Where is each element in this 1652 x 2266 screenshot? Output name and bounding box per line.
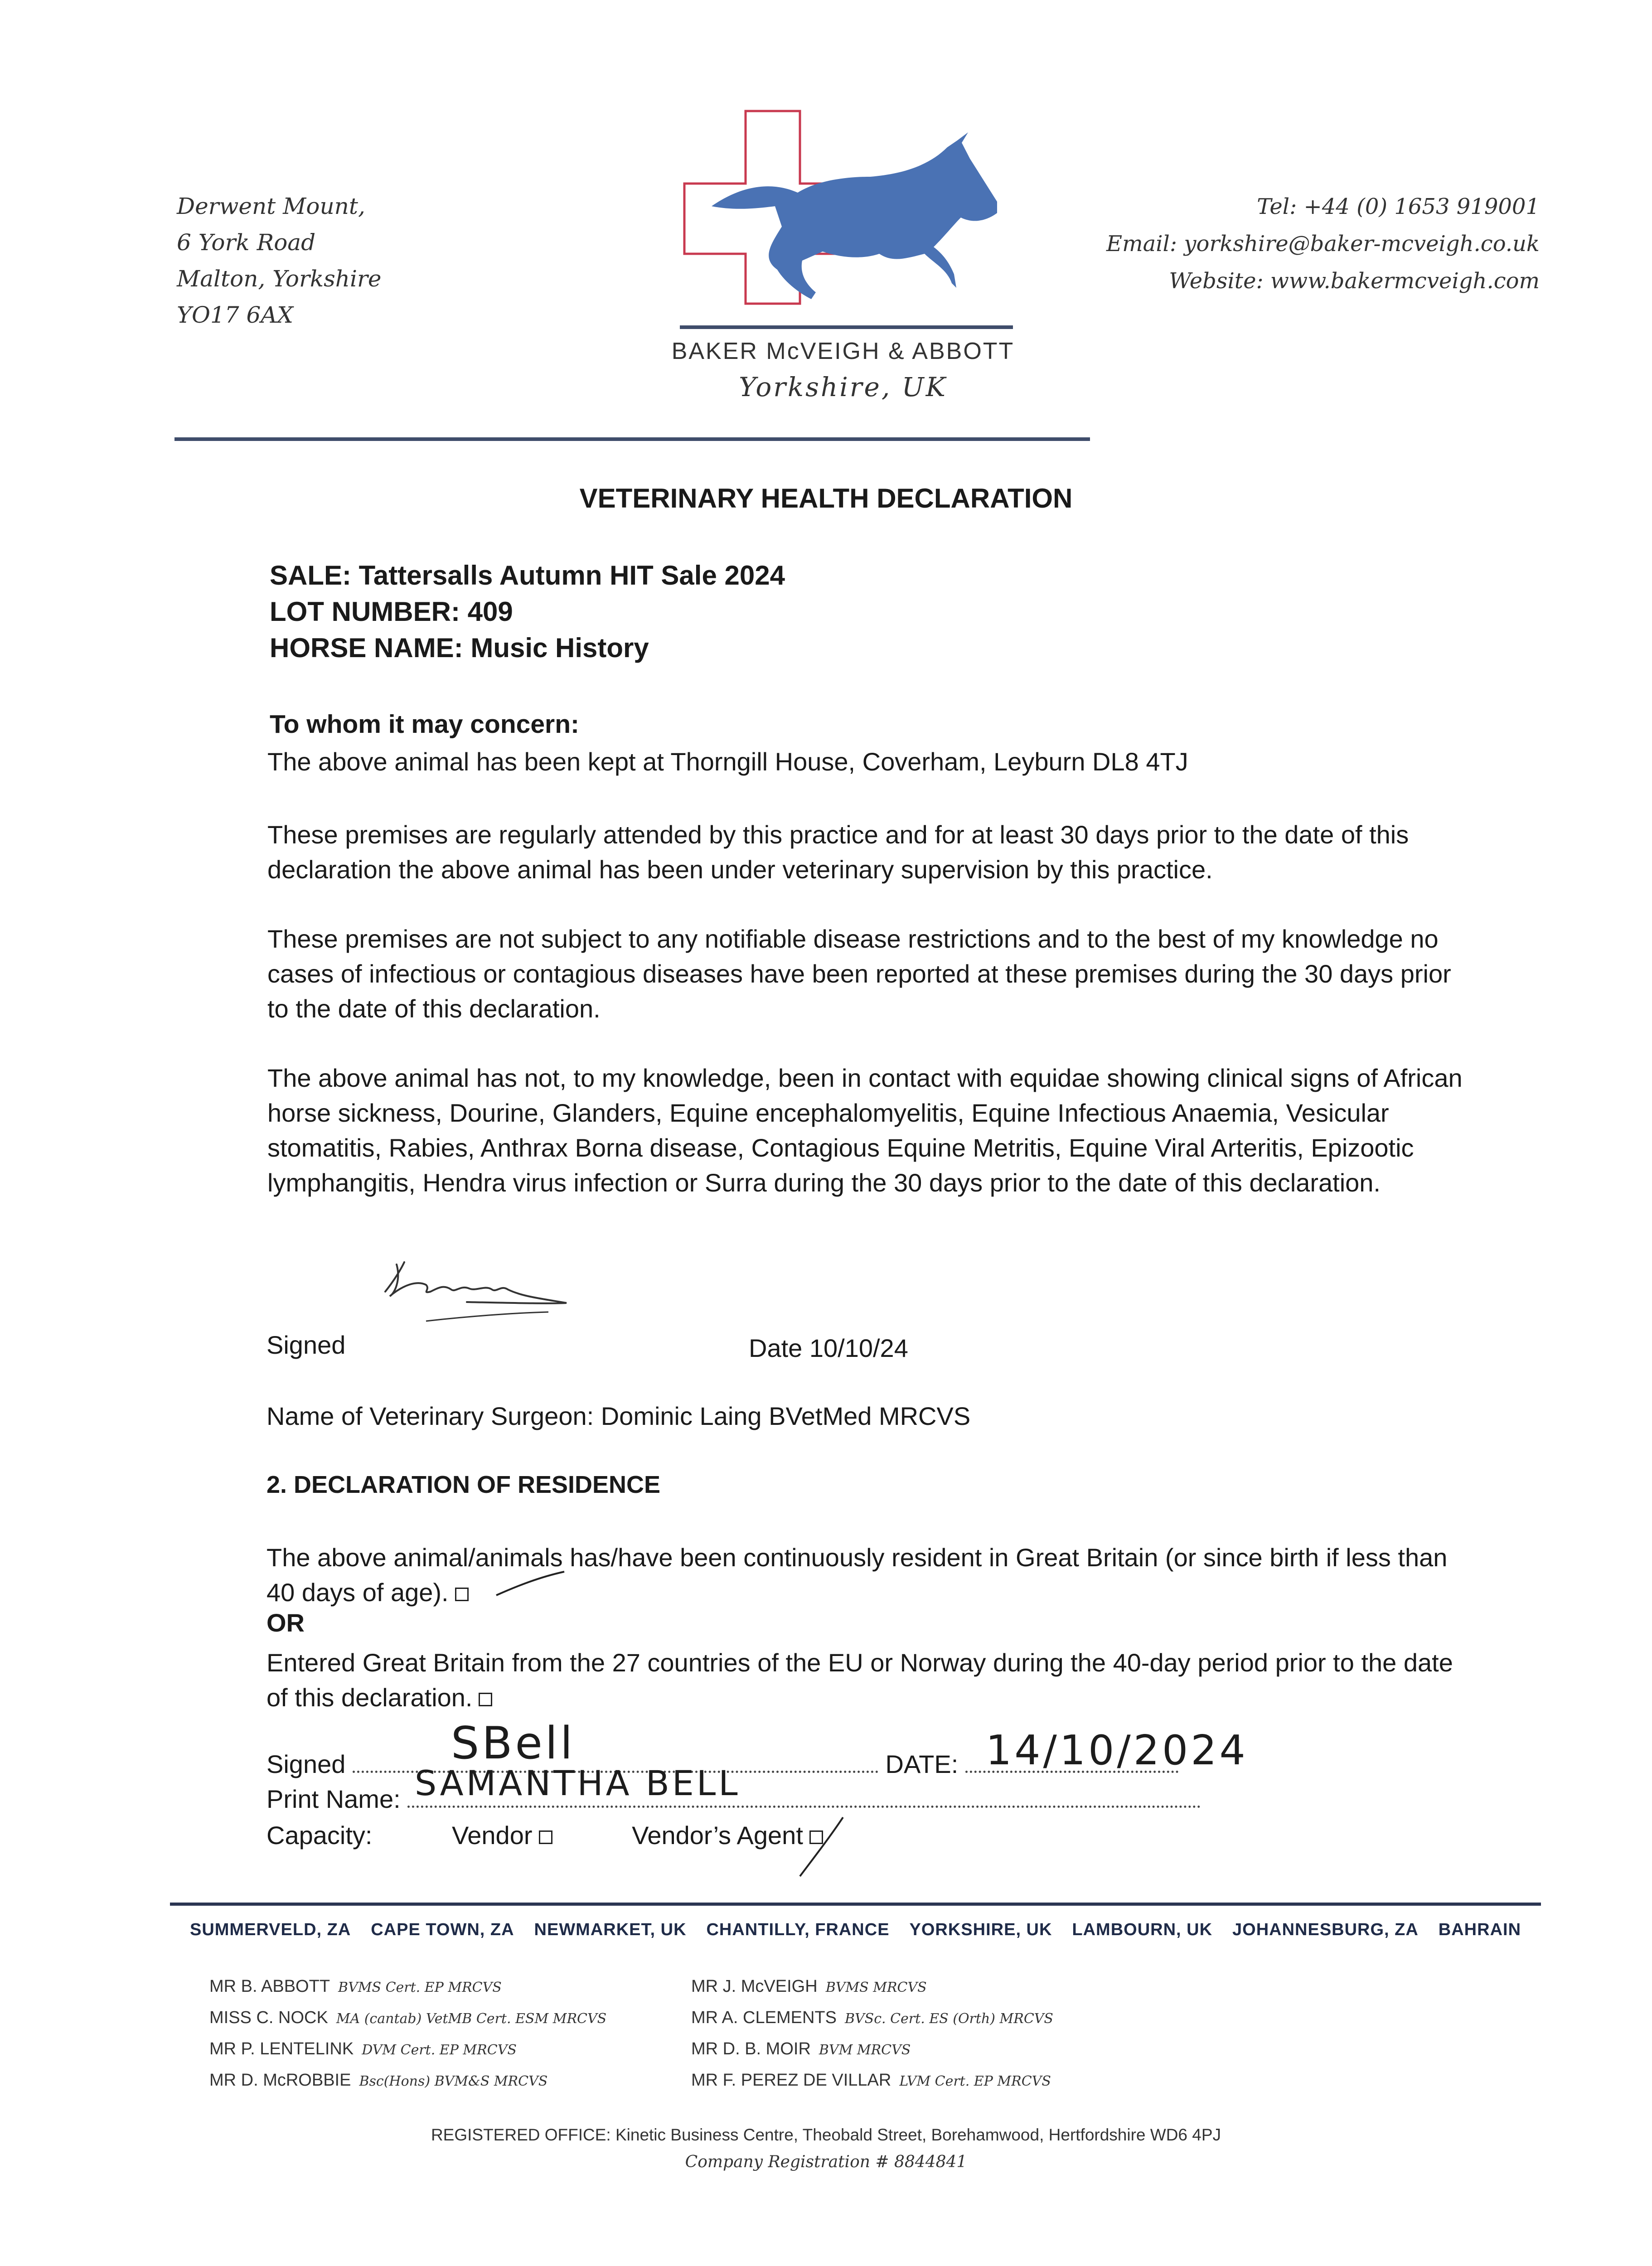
- footer-divider: [170, 1903, 1541, 1906]
- practice-logo: [680, 109, 1015, 340]
- staff-member: MR J. McVEIGH BVMS MRCVS: [691, 1977, 927, 1996]
- vendor-handwritten-date: 14/10/2024: [986, 1727, 1248, 1774]
- vet-signature: [376, 1253, 594, 1330]
- vendor-checkbox[interactable]: [539, 1830, 552, 1844]
- location-item: YORKSHIRE, UK: [909, 1920, 1052, 1939]
- logo-underline: [680, 325, 1013, 329]
- residence-option-2: [266, 1645, 1481, 1715]
- staff-member: MISS C. NOCK MA (cantab) VetMB Cert. ESM MRCVS: [209, 2008, 607, 2027]
- location-item: LAMBOURN, UK: [1072, 1920, 1213, 1939]
- location-item: SUMMERVELD, ZA: [189, 1920, 351, 1939]
- or-separator: OR: [266, 1608, 305, 1637]
- supervision-paragraph: These premises are regularly attended by this practice and for at least 30 days prior to the date of this declaration the above animal has been under veterinary supervision by this practice.: [267, 820, 1409, 884]
- horse-icon: [712, 132, 997, 299]
- capacity-row: [266, 1821, 823, 1850]
- address-line: YO17 6AX: [177, 302, 294, 328]
- kept-at-statement: The above animal has been kept at Thorngill House, Coverham, Leyburn DL8 4TJ: [267, 747, 1188, 776]
- office-locations: [170, 1920, 1541, 1940]
- sale-name: SALE: Tattersalls Autumn HIT Sale 2024: [270, 560, 785, 591]
- page-title: VETERINARY HEALTH DECLARATION: [579, 483, 1073, 513]
- address-line: 6 York Road: [177, 229, 316, 256]
- vendor-option-label: Vendor: [452, 1821, 533, 1850]
- staff-member: MR D. B. MOIR BVM MRCVS: [691, 2039, 911, 2058]
- option-1-checkbox[interactable]: [455, 1588, 469, 1601]
- capacity-label: Capacity:: [266, 1821, 373, 1850]
- vet-name: Name of Veterinary Surgeon: Dominic Laing BVetMed MRCVS: [266, 1402, 971, 1430]
- header-divider: [174, 437, 1090, 441]
- residence-heading: 2. DECLARATION OF RESIDENCE: [266, 1471, 661, 1498]
- staff-member: MR F. PEREZ DE VILLAR LVM Cert. EP MRCVS: [691, 2071, 1051, 2090]
- location-item: NEWMARKET, UK: [534, 1920, 687, 1939]
- option-1-tick-mark: [494, 1568, 567, 1600]
- vendor-agent-option-label: Vendor’s Agent: [632, 1821, 803, 1850]
- location-item: BAHRAIN: [1438, 1920, 1521, 1939]
- firm-location: Yorkshire, UK: [739, 372, 947, 402]
- staff-member: MR P. LENTELINK DVM Cert. EP MRCVS: [209, 2039, 517, 2058]
- residence-option-1: [266, 1540, 1481, 1610]
- disease-contact-paragraph: The above animal has not, to my knowledge, been in contact with equidae showing clinical signs of African horse sickness, Dourine, Glanders, Equine encephalomyelitis, Equine Infectious Anaemia, Vesicular stomatitis, Rabies, Anthrax Borna disease, Contagious Equine Metritis, Equine Viral Arteritis, Epizootic lymphangitis, Hendra virus infection or Surra during the 30 days prior to the date of this declaration.: [267, 1064, 1463, 1197]
- phone-number: Tel: +44 (0) 1653 919001: [1257, 194, 1540, 219]
- declaration-date: Date 10/10/24: [749, 1334, 908, 1362]
- vendor-handwritten-name: SAMANTHA BELL: [415, 1763, 741, 1803]
- company-registration: Company Registration # 8844841: [685, 2153, 967, 2171]
- residence-option-1-text: The above animal/animals has/have been continuously resident in Great Britain (or since birth if less than 40 days of age).: [266, 1543, 1448, 1607]
- address-line: Malton, Yorkshire: [177, 266, 382, 292]
- vendor-handwritten-signature: SBell: [451, 1718, 576, 1769]
- email-address: Email: yorkshire@baker-mcveigh.co.uk: [1106, 231, 1540, 257]
- vendor-agent-tick-mark: [798, 1813, 848, 1881]
- website-url: Website: www.bakermcveigh.com: [1169, 268, 1540, 294]
- registered-office: REGISTERED OFFICE: Kinetic Business Centre, Theobald Street, Borehamwood, Hertfordshire WD6 4PJ: [431, 2126, 1221, 2144]
- horse-name: HORSE NAME: Music History: [270, 633, 649, 663]
- location-item: CAPE TOWN, ZA: [371, 1920, 514, 1939]
- vet-signed-label: Signed: [266, 1331, 346, 1359]
- residence-option-2-text: Entered Great Britain from the 27 countries of the EU or Norway during the 40-day period prior to the date of this declaration.: [266, 1648, 1453, 1712]
- staff-list-right: [691, 1971, 1053, 2097]
- contact-details: [1106, 188, 1540, 300]
- staff-member: MR D. McROBBIE Bsc(Hons) BVM&S MRCVS: [209, 2071, 548, 2090]
- location-item: JOHANNESBURG, ZA: [1232, 1920, 1419, 1939]
- practice-address: [177, 188, 382, 333]
- salutation: To whom it may concern:: [270, 710, 580, 739]
- restrictions-paragraph: These premises are not subject to any notifiable disease restrictions and to the best of my knowledge no cases of infectious or contagious diseases have been reported at these premises during the 30 days prior to the date of this declaration.: [267, 925, 1451, 1023]
- vendor-signed-label: Signed: [266, 1750, 346, 1778]
- firm-name: BAKER McVEIGH & ABBOTT: [671, 338, 1015, 364]
- lot-number: LOT NUMBER: 409: [270, 596, 513, 627]
- vendor-date-label: DATE:: [885, 1750, 959, 1778]
- address-line: Derwent Mount,: [177, 193, 365, 219]
- staff-member: MR B. ABBOTT BVMS Cert. EP MRCVS: [209, 1977, 502, 1996]
- option-2-checkbox[interactable]: [479, 1693, 492, 1706]
- location-item: CHANTILLY, FRANCE: [706, 1920, 890, 1939]
- print-name-label: Print Name:: [266, 1785, 401, 1813]
- staff-member: MR A. CLEMENTS BVSc. Cert. ES (Orth) MRCVS: [691, 2008, 1053, 2027]
- staff-list-left: [209, 1971, 606, 2097]
